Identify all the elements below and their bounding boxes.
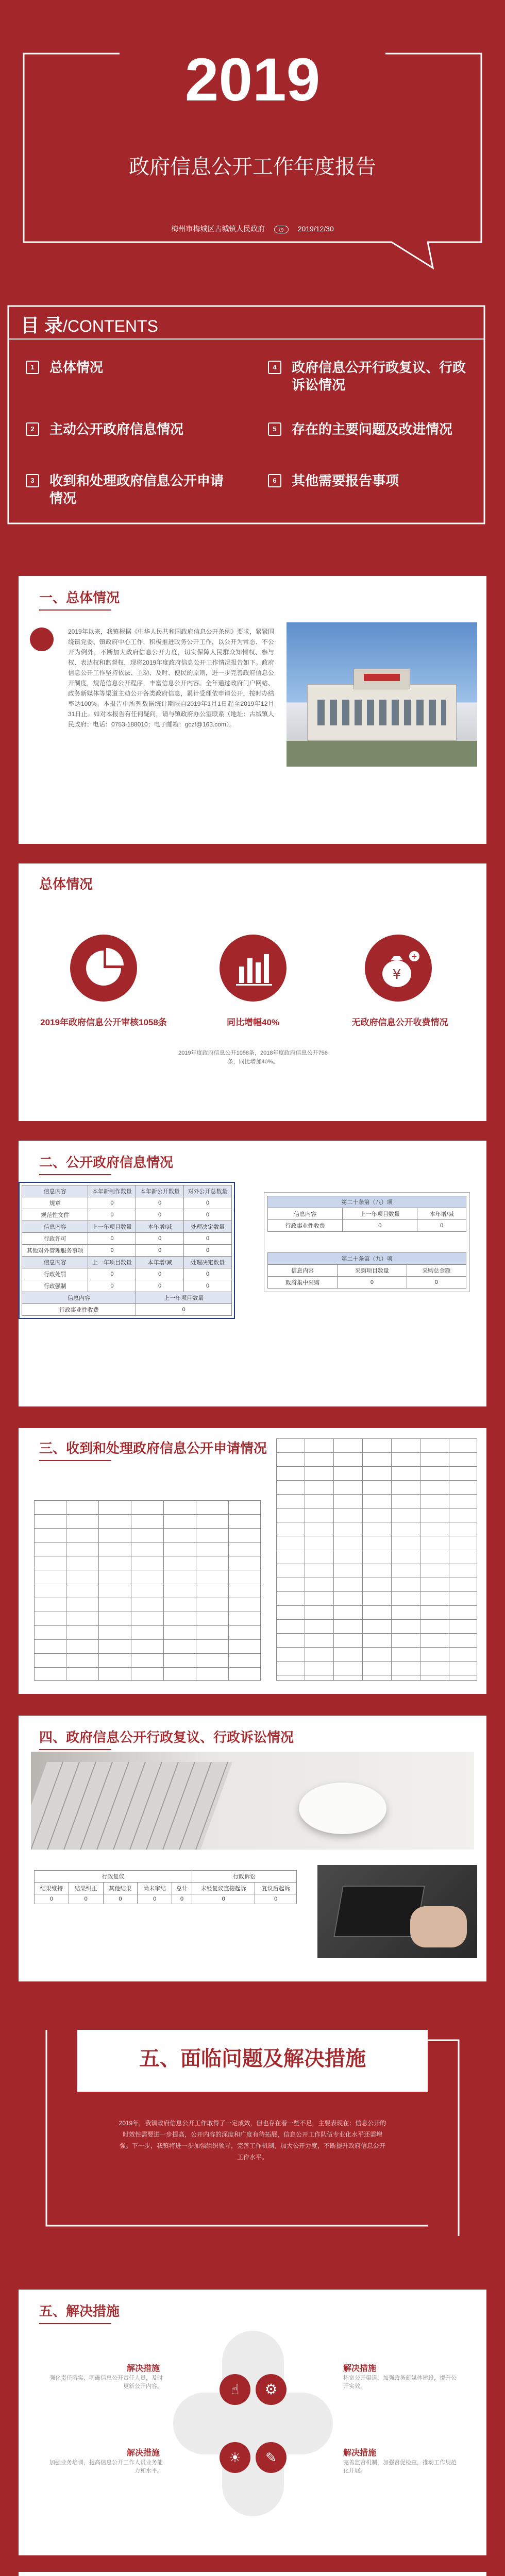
toc-heading: 目 录/CONTENTS: [21, 315, 158, 336]
overview-title: 一、总体情况: [39, 587, 120, 606]
overview-panel: [19, 576, 486, 844]
toc-num-6: 6: [268, 474, 281, 487]
toc-num-5: 5: [268, 422, 281, 436]
stat-label-1: 2019年政府信息公开审核1058条: [40, 1018, 167, 1027]
problems-title: 五、面临问题及解决措施: [139, 2047, 366, 2070]
overview-stats-title: 总体情况: [39, 876, 93, 892]
toc-item-6[interactable]: 6 其他需要报告事项: [268, 472, 474, 489]
other-panel: [19, 2572, 486, 2576]
svg-text:¥: ¥: [392, 967, 401, 982]
pen-icon: ✎: [256, 2442, 287, 2473]
requests-table-right-cols: [276, 1438, 477, 1681]
cover-org: 梅州市梅城区古城镇人民政府: [171, 225, 265, 233]
solution-text-4: 完善监督机制，加强督促检查，推动工作规范化开展。: [343, 2460, 457, 2474]
stat-label-2: 同比增幅40%: [226, 1018, 280, 1027]
review-panel: [19, 1716, 486, 1981]
toc-num-2: 2: [26, 422, 39, 436]
toc-item-2[interactable]: 2 主动公开政府信息情况: [26, 420, 232, 438]
building-photo: [287, 622, 477, 767]
laptop-photo: [317, 1865, 477, 1958]
hand-icon: ☝: [220, 2374, 250, 2405]
active-table-2-a: 第二十条第（八）项 信息内容 上一年项目数量 本年增/减 行政事业性收费 0 0: [267, 1196, 466, 1232]
solution-title-4: 解决措施: [343, 2449, 377, 2458]
overview-stats-panel: [19, 863, 486, 1121]
active-table-1-a: 信息内容 本年新制作数量 本年新公开数量 对外公开总数量 规章 0 0 0 规范性文件 0 0 0 信息内容 上一年项目数量 本年增/减 处理决定数量 行政许可 0 0 0 其他对外管理服务事项 0 0 0 信息内容 上一年项目数量 本年增/减 处理决定数量 行政处罚 0 0 0 行政强制 0 0 0 信息内容 上一年项目数量 行政事业性收费 0: [22, 1185, 232, 1316]
toc-num-3: 3: [26, 474, 39, 487]
active-panel: [19, 1141, 486, 1406]
toc-item-5[interactable]: 5 存在的主要问题及改进情况: [268, 420, 474, 438]
solutions-panel: [19, 2290, 486, 2555]
toc-item-3[interactable]: 3 收到和处理政府信息公开申请情况: [26, 472, 232, 507]
toc-section: [0, 302, 505, 539]
review-title: 四、政府信息公开行政复议、行政诉讼情况: [39, 1727, 294, 1746]
cover-section: [0, 0, 505, 273]
solution-title-3: 解决措施: [127, 2449, 160, 2458]
stat-label-3: 无政府信息公开收费情况: [351, 1018, 448, 1027]
toc-num-4: 4: [268, 361, 281, 374]
cover-title: 政府信息公开工作年度报告: [129, 156, 376, 178]
keyboard-photo: [31, 1752, 474, 1850]
gear-icon: ⚙: [256, 2374, 287, 2405]
solution-title-1: 解决措施: [127, 2364, 160, 2373]
bar-chart-icon: [220, 935, 287, 1002]
solution-title-2: 解决措施: [343, 2364, 377, 2373]
money-bag-icon: [365, 935, 432, 1002]
overview-deco-circle: [30, 628, 54, 651]
overview-paragraph: 2019年以来，我镇根据《中华人民共和国政府信息公开条例》要求，紧紧围绕镇党委、镇政府中心工作，积极推进政务公开工作，以公开为常态、不公开为例外，不断加大政府信息公开力度，切实保障人民群众知情权、参与权、表达权和监督权，现将2019年度政府信息公开工作情况报告如下。政府信息公开工作坚持依法、主动、及时、便民的原则，进一步完善政府信息公开制度，规范信息公开程序，丰富信息公开内容。全年通过政府门户网站、政务新媒体等渠道主动公开各类政府信息，累计受理依申请公开，按时办结率达100%。本报告中所列数据统计期限自2019年1月1日起至2019年12月31日止。如对本报告有任何疑问，请与镇政府办公室联系（地址：古城镇人民政府；电话：0753-188010；电子邮箱：gczf@163.com）。: [68, 628, 274, 728]
solution-text-3: 加强业务培训，提高信息公开工作人员业务能力和水平。: [49, 2460, 163, 2474]
lightbulb-icon: ☀: [220, 2442, 250, 2473]
active-table-2: [264, 1192, 470, 1292]
active-title: 二、公开政府信息情况: [39, 1152, 173, 1171]
toc-item-1[interactable]: 1 总体情况: [26, 359, 232, 376]
requests-panel: [19, 1428, 486, 1694]
pie-chart-icon: [70, 935, 137, 1002]
problems-text: 2019年，我镇政府信息公开工作取得了一定成效，但也存在着一些不足，主要表现在：信息公开的时效性需要进一步提高，公开内容的深度和广度有待拓展，信息公开工作队伍专业化水平还需增强。下一步，我镇将进一步加强组织领导，完善工作机制，加大公开力度，不断提升政府信息公开工作水平。: [119, 2120, 386, 2161]
overview-stats-note: 2019年度政府信息公开1058条，2018年度政府信息公开756条，同比增加40%。: [178, 1050, 328, 1065]
active-table-1: [19, 1182, 235, 1319]
review-table: 行政复议 行政诉讼 结果维持 结果纠正 其他结果 尚未审结 总计 未经复议直接起诉 复议后起诉 0 0 0 0 0 0 0: [34, 1870, 297, 1904]
problems-section: [0, 2009, 505, 2267]
active-table-2-b: 第二十条第（九）项 信息内容 采购项目数量 采购总金额 政府集中采购 0 0: [267, 1252, 466, 1289]
toc-item-4[interactable]: 4 政府信息公开行政复议、行政诉讼情况: [268, 359, 474, 394]
toc-num-1: 1: [26, 361, 39, 374]
solution-text-1: 强化责任落实，明确信息公开责任人员，及时更新公开内容。: [49, 2375, 163, 2389]
requests-table-left-cols: [34, 1500, 261, 1681]
solutions-cross: [173, 2331, 333, 2516]
cover-date: 2019/12/30: [297, 225, 334, 233]
cover-meta: [0, 224, 505, 234]
clock-icon: ◷: [274, 226, 289, 233]
requests-title: 三、收到和处理政府信息公开申请情况: [39, 1439, 276, 1457]
solution-text-2: 拓宽公开渠道，加强政务新媒体建设，提升公开实效。: [343, 2375, 457, 2389]
cover-year: 2019: [184, 46, 321, 114]
svg-text:+: +: [411, 953, 417, 961]
solutions-title: 五、解决措施: [39, 2301, 120, 2320]
